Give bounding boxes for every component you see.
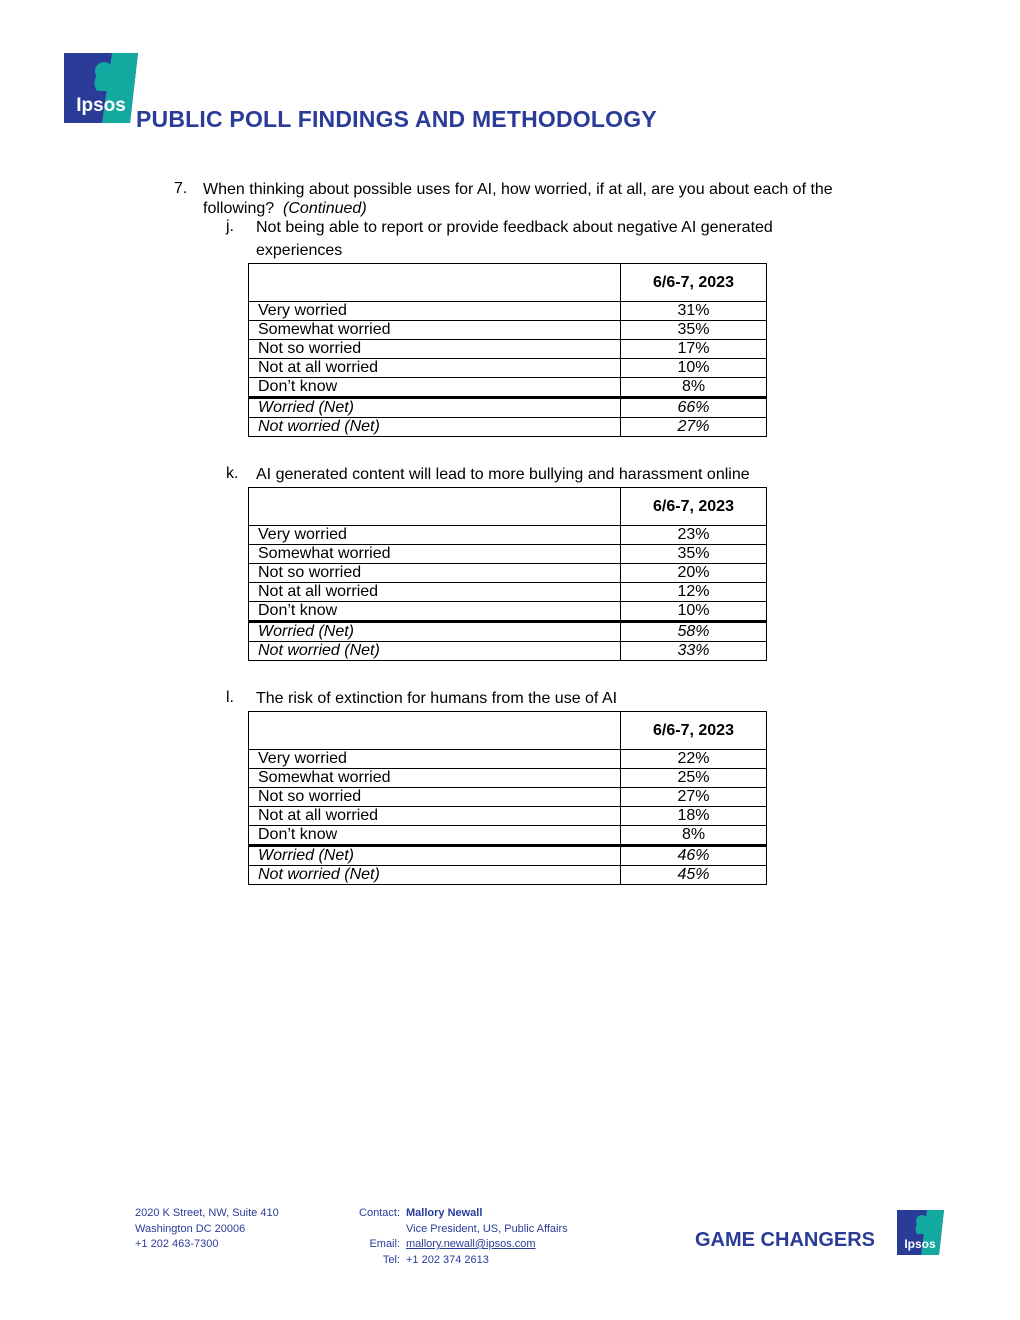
contact-phone: +1 202 374 2613: [406, 1253, 489, 1266]
contact-labels: [340, 1206, 400, 1268]
column-header: 6/6-7, 2023: [621, 264, 767, 302]
row-label: Somewhat worried: [249, 545, 621, 564]
table-row-net: [249, 866, 767, 885]
item-text: Not being able to report or provide feedback about negative AI generated experiences: [256, 219, 773, 259]
row-value: 45%: [621, 866, 767, 885]
row-label: Not at all worried: [249, 583, 621, 602]
contact-name: Mallory Newall: [406, 1207, 483, 1219]
row-label: Very worried: [249, 526, 621, 545]
row-value: 27%: [621, 788, 767, 807]
row-value: 18%: [621, 807, 767, 826]
row-value: 17%: [621, 340, 767, 359]
row-value: 10%: [621, 602, 767, 622]
row-value: 35%: [621, 545, 767, 564]
email-link[interactable]: mallory.newall@ipsos.com: [406, 1238, 536, 1250]
table-row-net: [249, 622, 767, 642]
item-letter: j.: [226, 218, 234, 235]
tagline: GAME CHANGERS: [695, 1229, 876, 1251]
row-label: Not worried (Net): [249, 418, 621, 437]
ipsos-footer-logo: [897, 1210, 944, 1255]
table-header-row: [249, 712, 767, 750]
header-label-cell: [249, 264, 621, 302]
row-label: Don’t know: [249, 602, 621, 622]
table-row: [249, 526, 767, 545]
table-header-row: [249, 488, 767, 526]
table-row: [249, 583, 767, 602]
question-body: When thinking about possible uses for AI, how worried, if at all, are you about each of the following?: [203, 181, 833, 217]
email-label: Email:: [369, 1238, 400, 1250]
row-value: 20%: [621, 564, 767, 583]
question-text: [203, 180, 883, 218]
item-text: AI generated content will lead to more bullying and harassment online: [256, 466, 750, 483]
row-value: 12%: [621, 583, 767, 602]
row-value: 10%: [621, 359, 767, 378]
table-row: [249, 545, 767, 564]
address-line: Washington DC 20006: [135, 1222, 246, 1235]
row-value: 46%: [621, 846, 767, 866]
row-value: 35%: [621, 321, 767, 340]
row-label: Not at all worried: [249, 359, 621, 378]
table-row-net: [249, 398, 767, 418]
row-value: 27%: [621, 418, 767, 437]
contact-title: Vice President, US, Public Affairs: [406, 1222, 568, 1235]
row-value: 8%: [621, 378, 767, 398]
row-label: Worried (Net): [249, 622, 621, 642]
table-row-net: [249, 418, 767, 437]
item-letter: l.: [226, 689, 234, 706]
row-label: Somewhat worried: [249, 321, 621, 340]
row-label: Worried (Net): [249, 846, 621, 866]
ipsos-logo: [64, 53, 138, 123]
row-label: Very worried: [249, 302, 621, 321]
results-table: [248, 711, 767, 885]
logo-text: Ipsos: [76, 95, 126, 116]
address-phone: +1 202 463-7300: [135, 1238, 219, 1250]
table-row: [249, 340, 767, 359]
table-row: [249, 826, 767, 846]
table-row: [249, 302, 767, 321]
row-label: Somewhat worried: [249, 769, 621, 788]
row-value: 25%: [621, 769, 767, 788]
item-letter: k.: [226, 465, 239, 482]
row-label: Don’t know: [249, 378, 621, 398]
row-label: Very worried: [249, 750, 621, 769]
row-label: Not worried (Net): [249, 866, 621, 885]
table-row: [249, 378, 767, 398]
row-label: Worried (Net): [249, 398, 621, 418]
column-header: 6/6-7, 2023: [621, 488, 767, 526]
footer-logo-text: Ipsos: [904, 1237, 936, 1251]
item-text: The risk of extinction for humans from the use of AI: [256, 690, 618, 707]
row-label: Don’t know: [249, 826, 621, 846]
column-header: 6/6-7, 2023: [621, 712, 767, 750]
table-row-net: [249, 642, 767, 661]
row-value: 58%: [621, 622, 767, 642]
row-value: 22%: [621, 750, 767, 769]
table-row: [249, 359, 767, 378]
results-table: [248, 487, 767, 661]
row-label: Not so worried: [249, 340, 621, 359]
row-value: 8%: [621, 826, 767, 846]
table-row: [249, 750, 767, 769]
contact-details: [406, 1206, 568, 1268]
row-value: 33%: [621, 642, 767, 661]
question-continued: (Continued): [283, 200, 367, 217]
results-table: [248, 263, 767, 437]
tel-label: Tel:: [382, 1253, 400, 1266]
row-value: 66%: [621, 398, 767, 418]
row-label: Not so worried: [249, 788, 621, 807]
header-label-cell: [249, 488, 621, 526]
table-row: [249, 564, 767, 583]
table-row: [249, 788, 767, 807]
row-label: Not at all worried: [249, 807, 621, 826]
table-row: [249, 321, 767, 340]
footer-address: [135, 1206, 279, 1253]
table-row: [249, 602, 767, 622]
question-number: 7.: [174, 180, 188, 197]
table-header-row: [249, 264, 767, 302]
page-title: PUBLIC POLL FINDINGS AND METHODOLOGY: [136, 106, 657, 132]
address-line: 2020 K Street, NW, Suite 410: [135, 1207, 279, 1219]
table-row: [249, 769, 767, 788]
header-label-cell: [249, 712, 621, 750]
row-label: Not so worried: [249, 564, 621, 583]
row-label: Not worried (Net): [249, 642, 621, 661]
row-value: 31%: [621, 302, 767, 321]
contact-label: Contact:: [359, 1207, 400, 1219]
table-row-net: [249, 846, 767, 866]
table-row: [249, 807, 767, 826]
row-value: 23%: [621, 526, 767, 545]
